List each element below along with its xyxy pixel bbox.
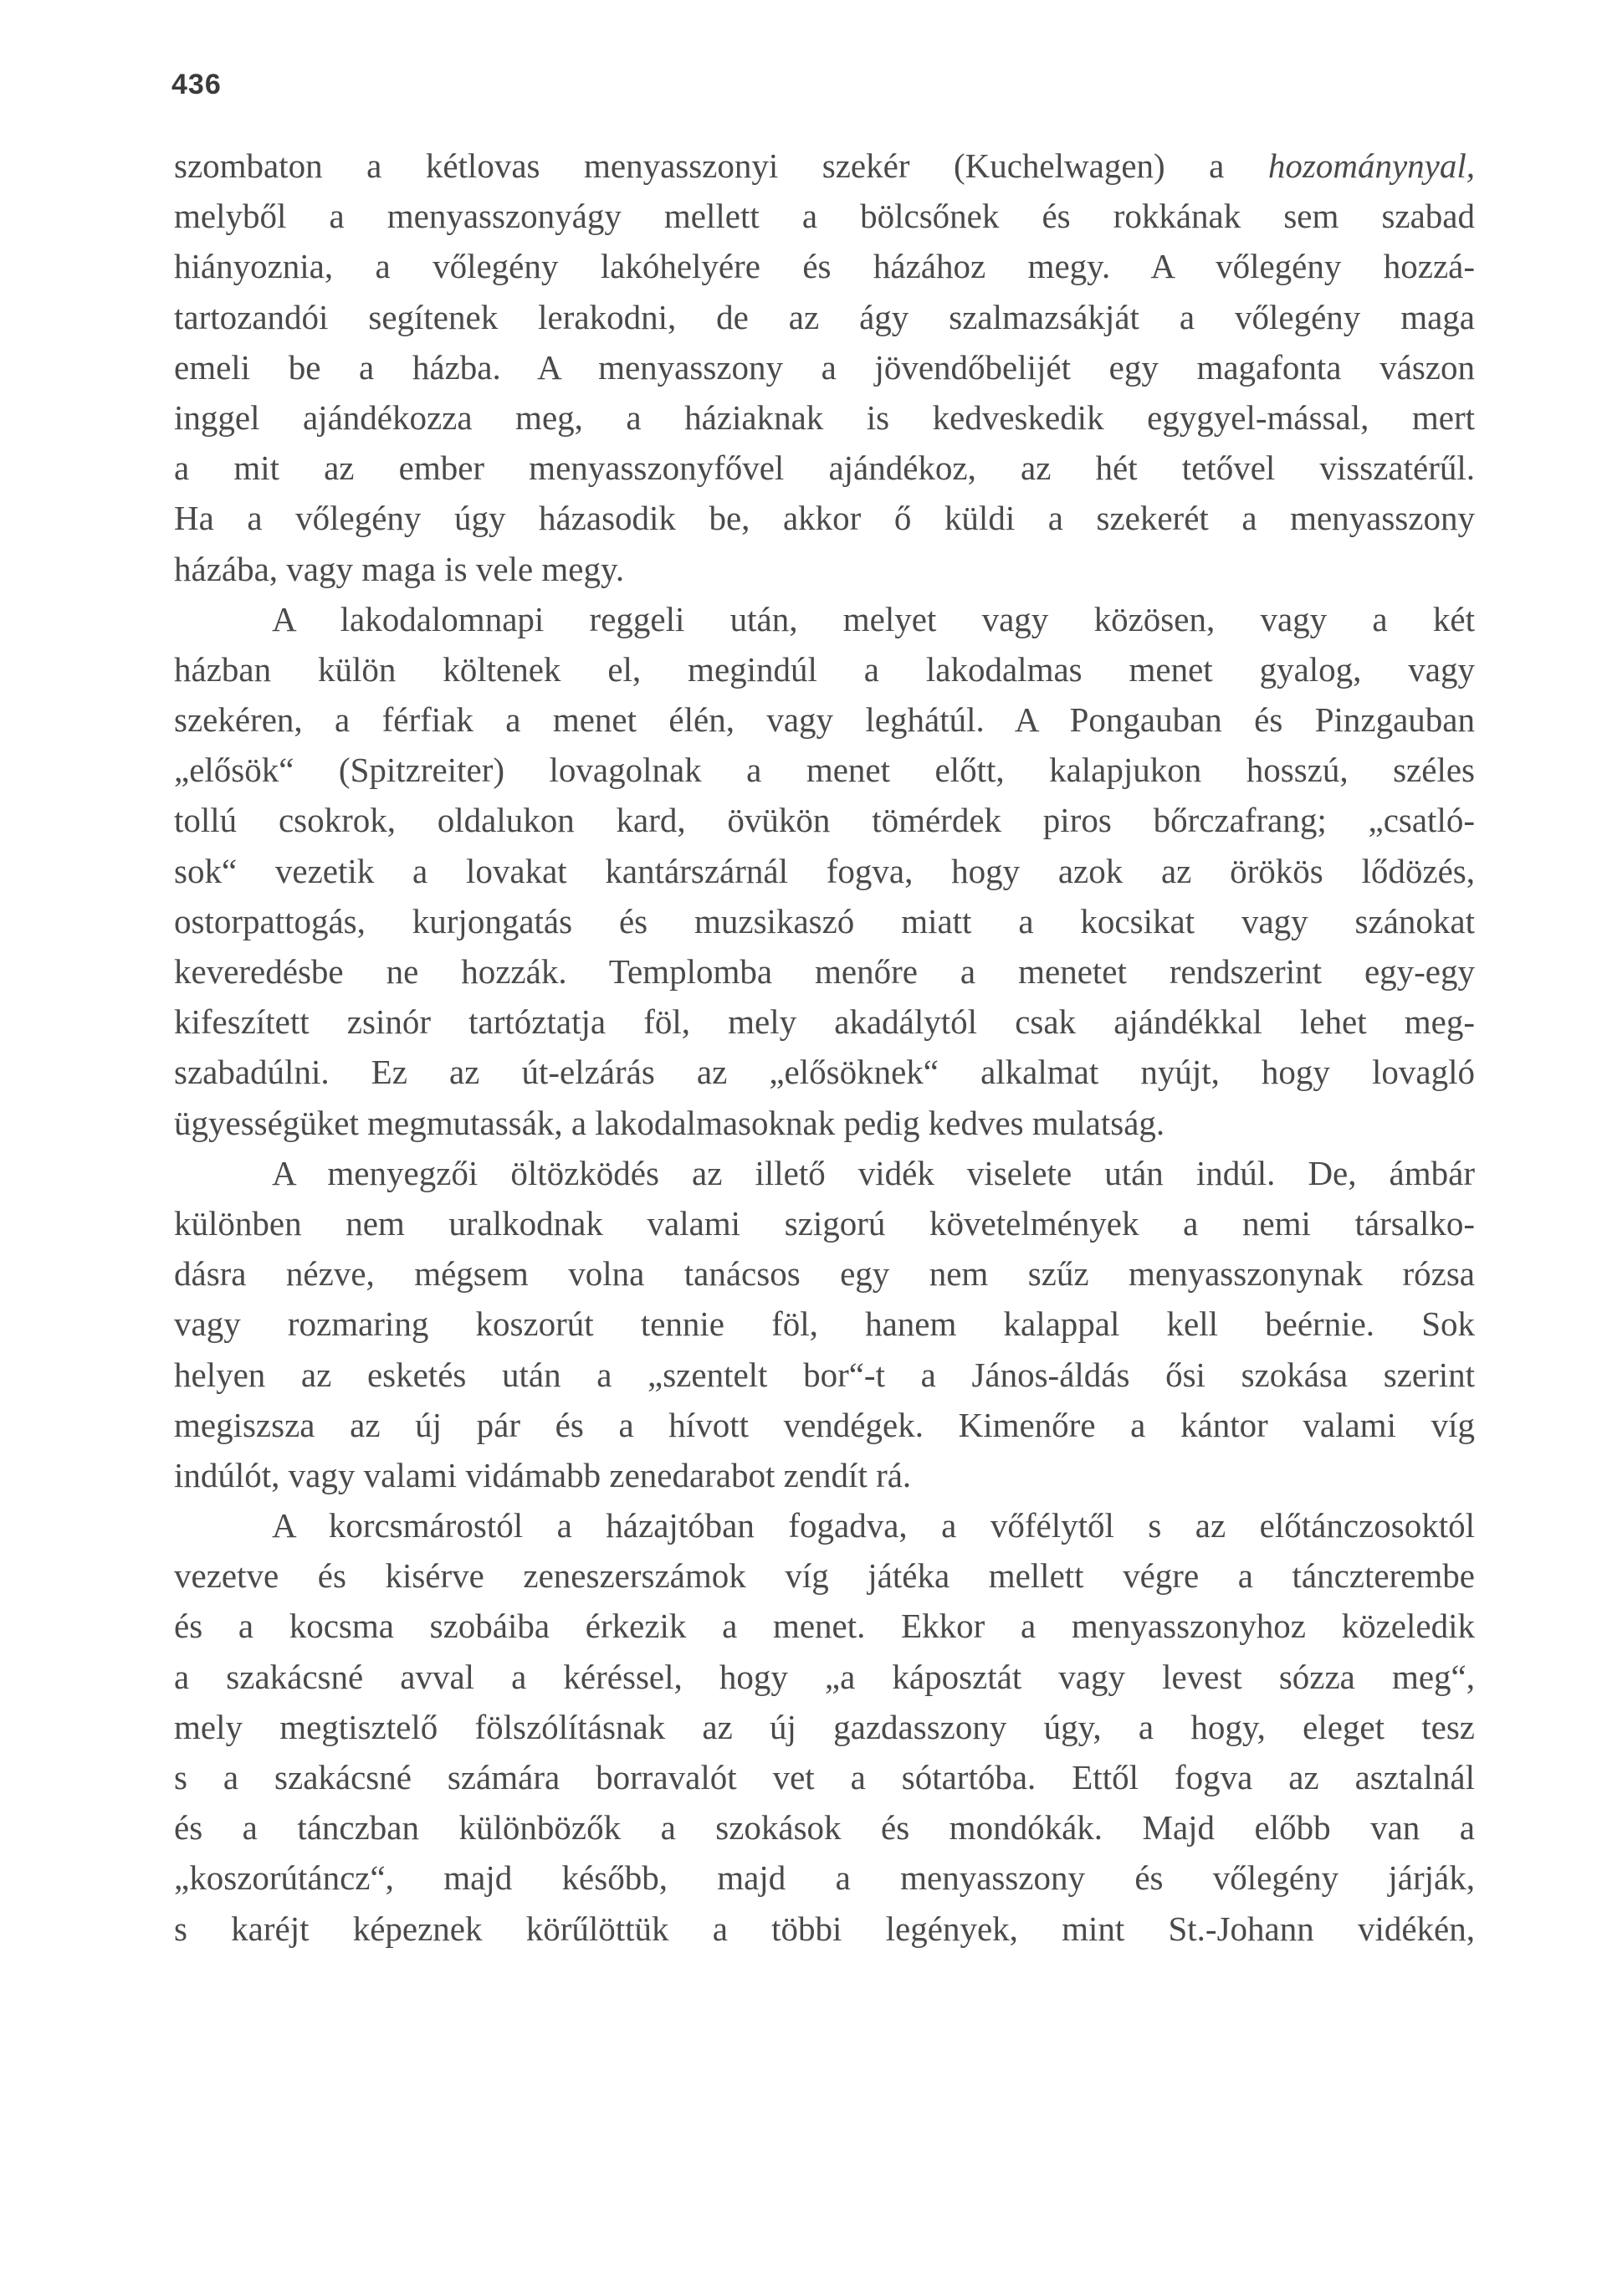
text-line: különben nem uralkodnak valami szigorú követelmények a nemi társalko- [174,1203,1475,1243]
text-line: a mit az ember menyasszonyfővel ajándékoz, az hét tetővel visszatérűl. [174,448,1475,488]
text-line: indúlót, vagy valami vidámabb zenedarabot zendít rá. [174,1455,912,1494]
text-line: vezetve és kisérve zeneszerszámok víg játéka mellett végre a tánczterembe [174,1556,1475,1596]
text-line: házába, vagy maga is vele megy. [174,549,625,588]
italic-word: hozománynyal, [1267,146,1475,185]
text-line: „koszorútáncz“, majd később, majd a menyasszony és vőlegény járják, [174,1858,1475,1898]
text-line: vagy rozmaring koszorút tennie föl, hanem kalappal kell beérnie. Sok [174,1304,1475,1344]
text-line: emeli be a házba. A menyasszony a jövendőbelijét egy magafonta vászon [174,347,1475,387]
text-line: tartozandói segítenek lerakodni, de az ágy szalmazsákját a vőlegény maga [174,297,1475,336]
text-line: tollú csokrok, oldalukon kard, övükön tömérdek piros bőrczafrang; „csatló- [174,801,1475,840]
text-line: melyből a menyasszonyágy mellett a bölcsőnek és rokkának sem szabad [174,197,1475,236]
page-number: 436 [171,69,222,100]
text-line: inggel ajándékozza meg, a háziaknak is kedveskedik egygyel-mással, mert [174,397,1475,437]
text-line: dásra nézve, mégsem volna tanácsos egy nem szűz menyasszonynak rózsa [174,1254,1475,1294]
text-line: és a tánczban különbözők a szokások és mondókák. Majd előbb van a [174,1808,1475,1848]
text-line: ügyességüket megmutassák, a lakodalmasoknak pedig kedves mulatság. [174,1103,1165,1142]
paragraph-start-line: A lakodalomnapi reggeli után, melyet vagy közösen, vagy a két [272,599,1475,638]
text-line: hiányoznia, a vőlegény lakóhelyére és házához megy. A vőlegény hozzá- [174,247,1475,286]
text-line: s a szakácsné számára borravalót vet a sótartóba. Ettől fogva az asztalnál [174,1758,1475,1796]
text-line: ostorpattogás, kurjongatás és muzsikaszó miatt a kocsikat vagy szánokat [174,901,1475,940]
text-line: a szakácsné avval a kéréssel, hogy „a káposztát vagy levest sózza meg“, [174,1657,1475,1696]
paragraph-start-line: A korcsmárostól a házajtóban fogadva, a vőfélytől s az előtánczosoktól [272,1506,1475,1545]
text-line: keveredésbe ne hozzák. Templomba menőre a menetet rendszerint egy-egy [174,952,1475,991]
text-line: szekéren, a férfiak a menet élén, vagy leghátúl. A Pongauban és Pinzgauban [174,700,1475,740]
text-line: megiszsza az új pár és a hívott vendégek. Kimenőre a kántor valami víg [174,1405,1475,1444]
text-line: szabadúlni. Ez az út-elzárás az „elősöknek“ alkalmat nyújt, hogy lovagló [174,1053,1475,1092]
text-line: mely megtisztelő fölszólításnak az új gazdasszony úgy, a hogy, eleget tesz [174,1707,1475,1746]
text-line: kifeszített zsinór tartóztatja föl, mely akadálytól csak ajándékkal lehet meg- [174,1002,1475,1042]
text-line: házban külön költenek el, megindúl a lakodalmas menet gyalog, vagy [174,649,1475,689]
text-line: sok“ vezetik a lovakat kantárszárnál fogva, hogy azok az örökös lődözés, [174,851,1475,890]
text-line: s karéjt képeznek körűlöttük a többi legények, mint St.-Johann vidékén, [174,1909,1475,1948]
text-body [174,141,1475,1954]
text-line: helyen az esketés után a „szentelt bor“-t a János-áldás ősi szokása szerint [174,1355,1475,1394]
text-line: „elősök“ (Spitzreiter) lovagolnak a menet előtt, kalapjukon hosszú, széles [174,751,1475,790]
paragraph-start-line: A menyegzői öltözködés az illető vidék viselete után indúl. De, ámbár [272,1153,1475,1192]
text-line: Ha a vőlegény úgy házasodik be, akkor ő küldi a szekerét a menyasszony [174,499,1475,538]
text-line: szombaton a kétlovas menyasszonyi szekér (Kuchelwagen) a hozománynyal, [174,146,1475,185]
text-line: és a kocsma szobáiba érkezik a menet. Ekkor a menyasszonyhoz közeledik [174,1607,1475,1646]
